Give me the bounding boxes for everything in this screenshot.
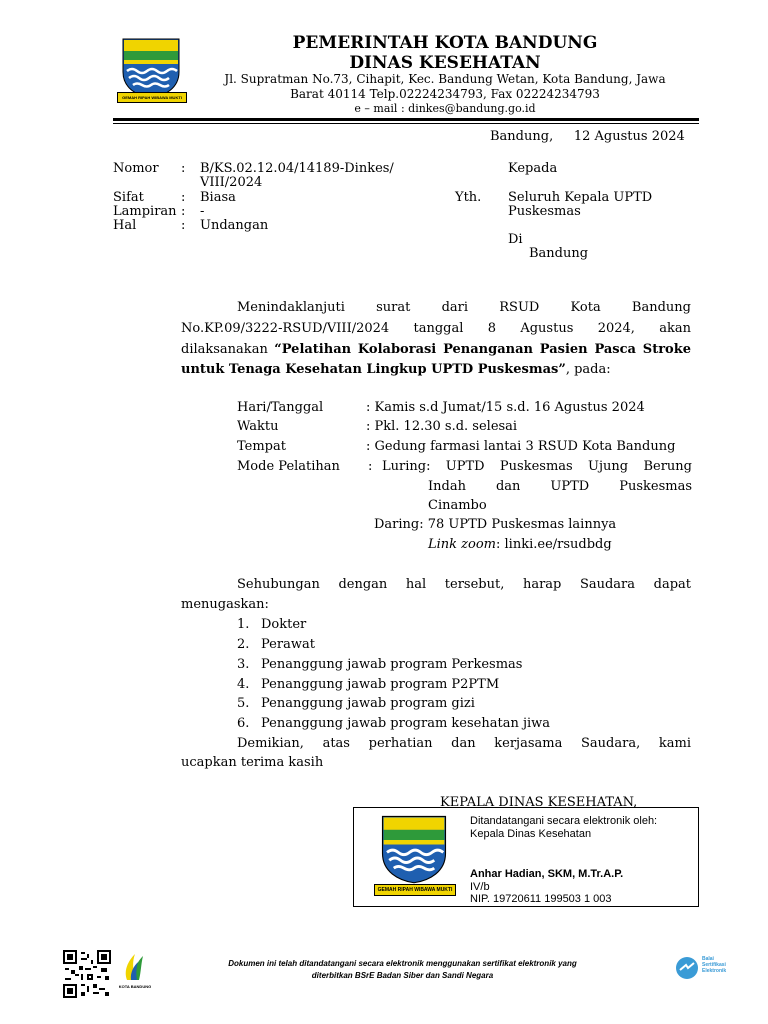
body-paragraph-line1: Menindaklanjuti surat dari RSUD Kota Bandung [237,300,691,315]
qr-code [63,950,111,998]
kota-bandung-logo-icon [121,952,149,982]
lampiran-value: - [200,204,205,219]
footer-note-line1: Dokumen ini telah ditandatangani secara elektronik menggunakan sertifikat elektronik yang [228,959,577,968]
signer-nip: NIP. 19720611 199503 1 003 [470,893,612,905]
bsre-label-line2: Sertifikasi [702,962,726,968]
email-line: e – mail : dinkes@bandung.go.id [354,102,536,115]
nomor-label: Nomor [113,161,159,176]
hari-value: : Kamis s.d Jumat/15 s.d. 16 Agustus 2024 [366,400,645,415]
signer-rank: IV/b [470,881,490,893]
esign-label-line2: Kepala Dinas Kesehatan [470,828,592,840]
signature-title: KEPALA DINAS KESEHATAN, [440,795,638,810]
luring-line1: Luring: UPTD Puskesmas Ujung Berung [382,459,692,474]
recipient-name-line2: Puskesmas [508,204,581,219]
luring-line2: Indah dan UPTD Puskesmas [428,479,692,494]
org-name-line1: PEMERINTAH KOTA BANDUNG [292,33,598,53]
body-paragraph-line2: No.KP.09/3222-RSUD/VIII/2024 tanggal 8 Agustus 2024, akan [181,321,691,336]
mode-label: Mode Pelatihan [237,459,340,474]
waktu-label: Waktu [237,419,279,434]
list-item-num: 2. [237,637,250,652]
signature-seal-logo [378,813,450,885]
address-line1: Jl. Supratman No.73, Cihapit, Kec. Bandung Wetan, Kota Bandung, Jawa [224,72,666,86]
assign-line2: menugaskan: [181,597,269,612]
body-paragraph-line3 [181,341,691,358]
zoom-label: Link zoom [428,537,497,552]
list-item-num: 4. [237,677,250,692]
letterhead-divider [113,118,699,124]
list-item: Perawat [261,637,315,652]
sifat-value: Biasa [200,190,236,205]
recipient-name-line1: Seluruh Kepala UPTD [508,190,653,205]
body-paragraph-line4 [181,361,691,378]
list-item: Dokter [261,617,307,632]
kota-bandung-logo-label: KOTA BANDUNG [118,984,152,989]
signature-seal-ribbon: GEMAH RIPAH WIBAWA MUKTI [374,884,456,896]
bsre-label-line1: Balai [702,956,714,962]
body-text-end: , pada: [565,362,611,377]
list-item: Penanggung jawab program Perkesmas [261,657,523,672]
recipient-kepada: Kepada [508,161,558,176]
luring-line3: Cinambo [428,498,487,513]
city-seal-logo [119,36,183,100]
lampiran-colon: : [181,204,186,219]
address-line2: Barat 40114 Telp.02224234793, Fax 02224234793 [290,87,600,101]
bsre-label-line3: Elektronik [702,968,727,974]
nomor-value-cont: VIII/2024 [200,175,263,190]
recipient-yth: Yth. [455,190,482,205]
training-title-cont: untuk Tenaga Kesehatan Lingkup UPTD Puskesmas” [181,362,566,377]
waktu-value: : Pkl. 12.30 s.d. selesai [366,419,518,434]
footer-note-line2: diterbitkan BSrE Badan Siber dan Sandi Negara [311,971,494,980]
recipient-city: Bandung [529,246,589,261]
list-item-num: 1. [237,617,250,632]
signer-name: Anhar Hadian, SKM, M.Tr.A.P. [470,868,624,880]
closing-line2: ucapkan terima kasih [181,755,324,770]
nomor-value: B/KS.02.12.04/14189-Dinkes/ [200,161,394,176]
lampiran-label: Lampiran [113,204,177,219]
tempat-value: : Gedung farmasi lantai 3 RSUD Kota Bandung [366,439,676,454]
list-item-num: 6. [237,716,250,731]
mode-colon: : [368,459,373,474]
list-item-num: 3. [237,657,250,672]
sifat-label: Sifat [113,190,144,205]
recipient-di: Di [508,232,523,247]
hal-colon: : [181,218,186,233]
seal-motto-ribbon: GEMAH RIPAH WIBAWA MUKTI [117,92,187,103]
hal-label: Hal [113,218,137,233]
body-text: dilaksanakan [181,342,275,357]
hari-label: Hari/Tanggal [237,400,324,415]
org-name-line2: DINAS KESEHATAN [349,53,541,73]
tempat-label: Tempat [237,439,286,454]
list-item-num: 5. [237,696,250,711]
zoom-line [428,536,612,553]
zoom-link[interactable]: : linki.ee/rsudbdg [496,537,612,552]
training-title: “Pelatihan Kolaborasi Penanganan Pasien Pasca Stroke [274,342,691,357]
list-item: Penanggung jawab program kesehatan jiwa [261,716,551,731]
nomor-colon: : [181,161,186,176]
hal-value: Undangan [200,218,269,233]
assign-line1: Sehubungan dengan hal tersebut, harap Saudara dapat [237,577,691,592]
daring-line: Daring: 78 UPTD Puskesmas lainnya [374,517,617,532]
bsre-logo-icon [675,956,699,980]
list-item: Penanggung jawab program P2PTM [261,677,500,692]
esign-label-line1: Ditandatangani secara elektronik oleh: [470,815,658,827]
letter-date: Bandung, 12 Agustus 2024 [490,129,685,144]
list-item: Penanggung jawab program gizi [261,696,475,711]
closing-line1: Demikian, atas perhatian dan kerjasama Saudara, kami [237,736,691,751]
sifat-colon: : [181,190,186,205]
